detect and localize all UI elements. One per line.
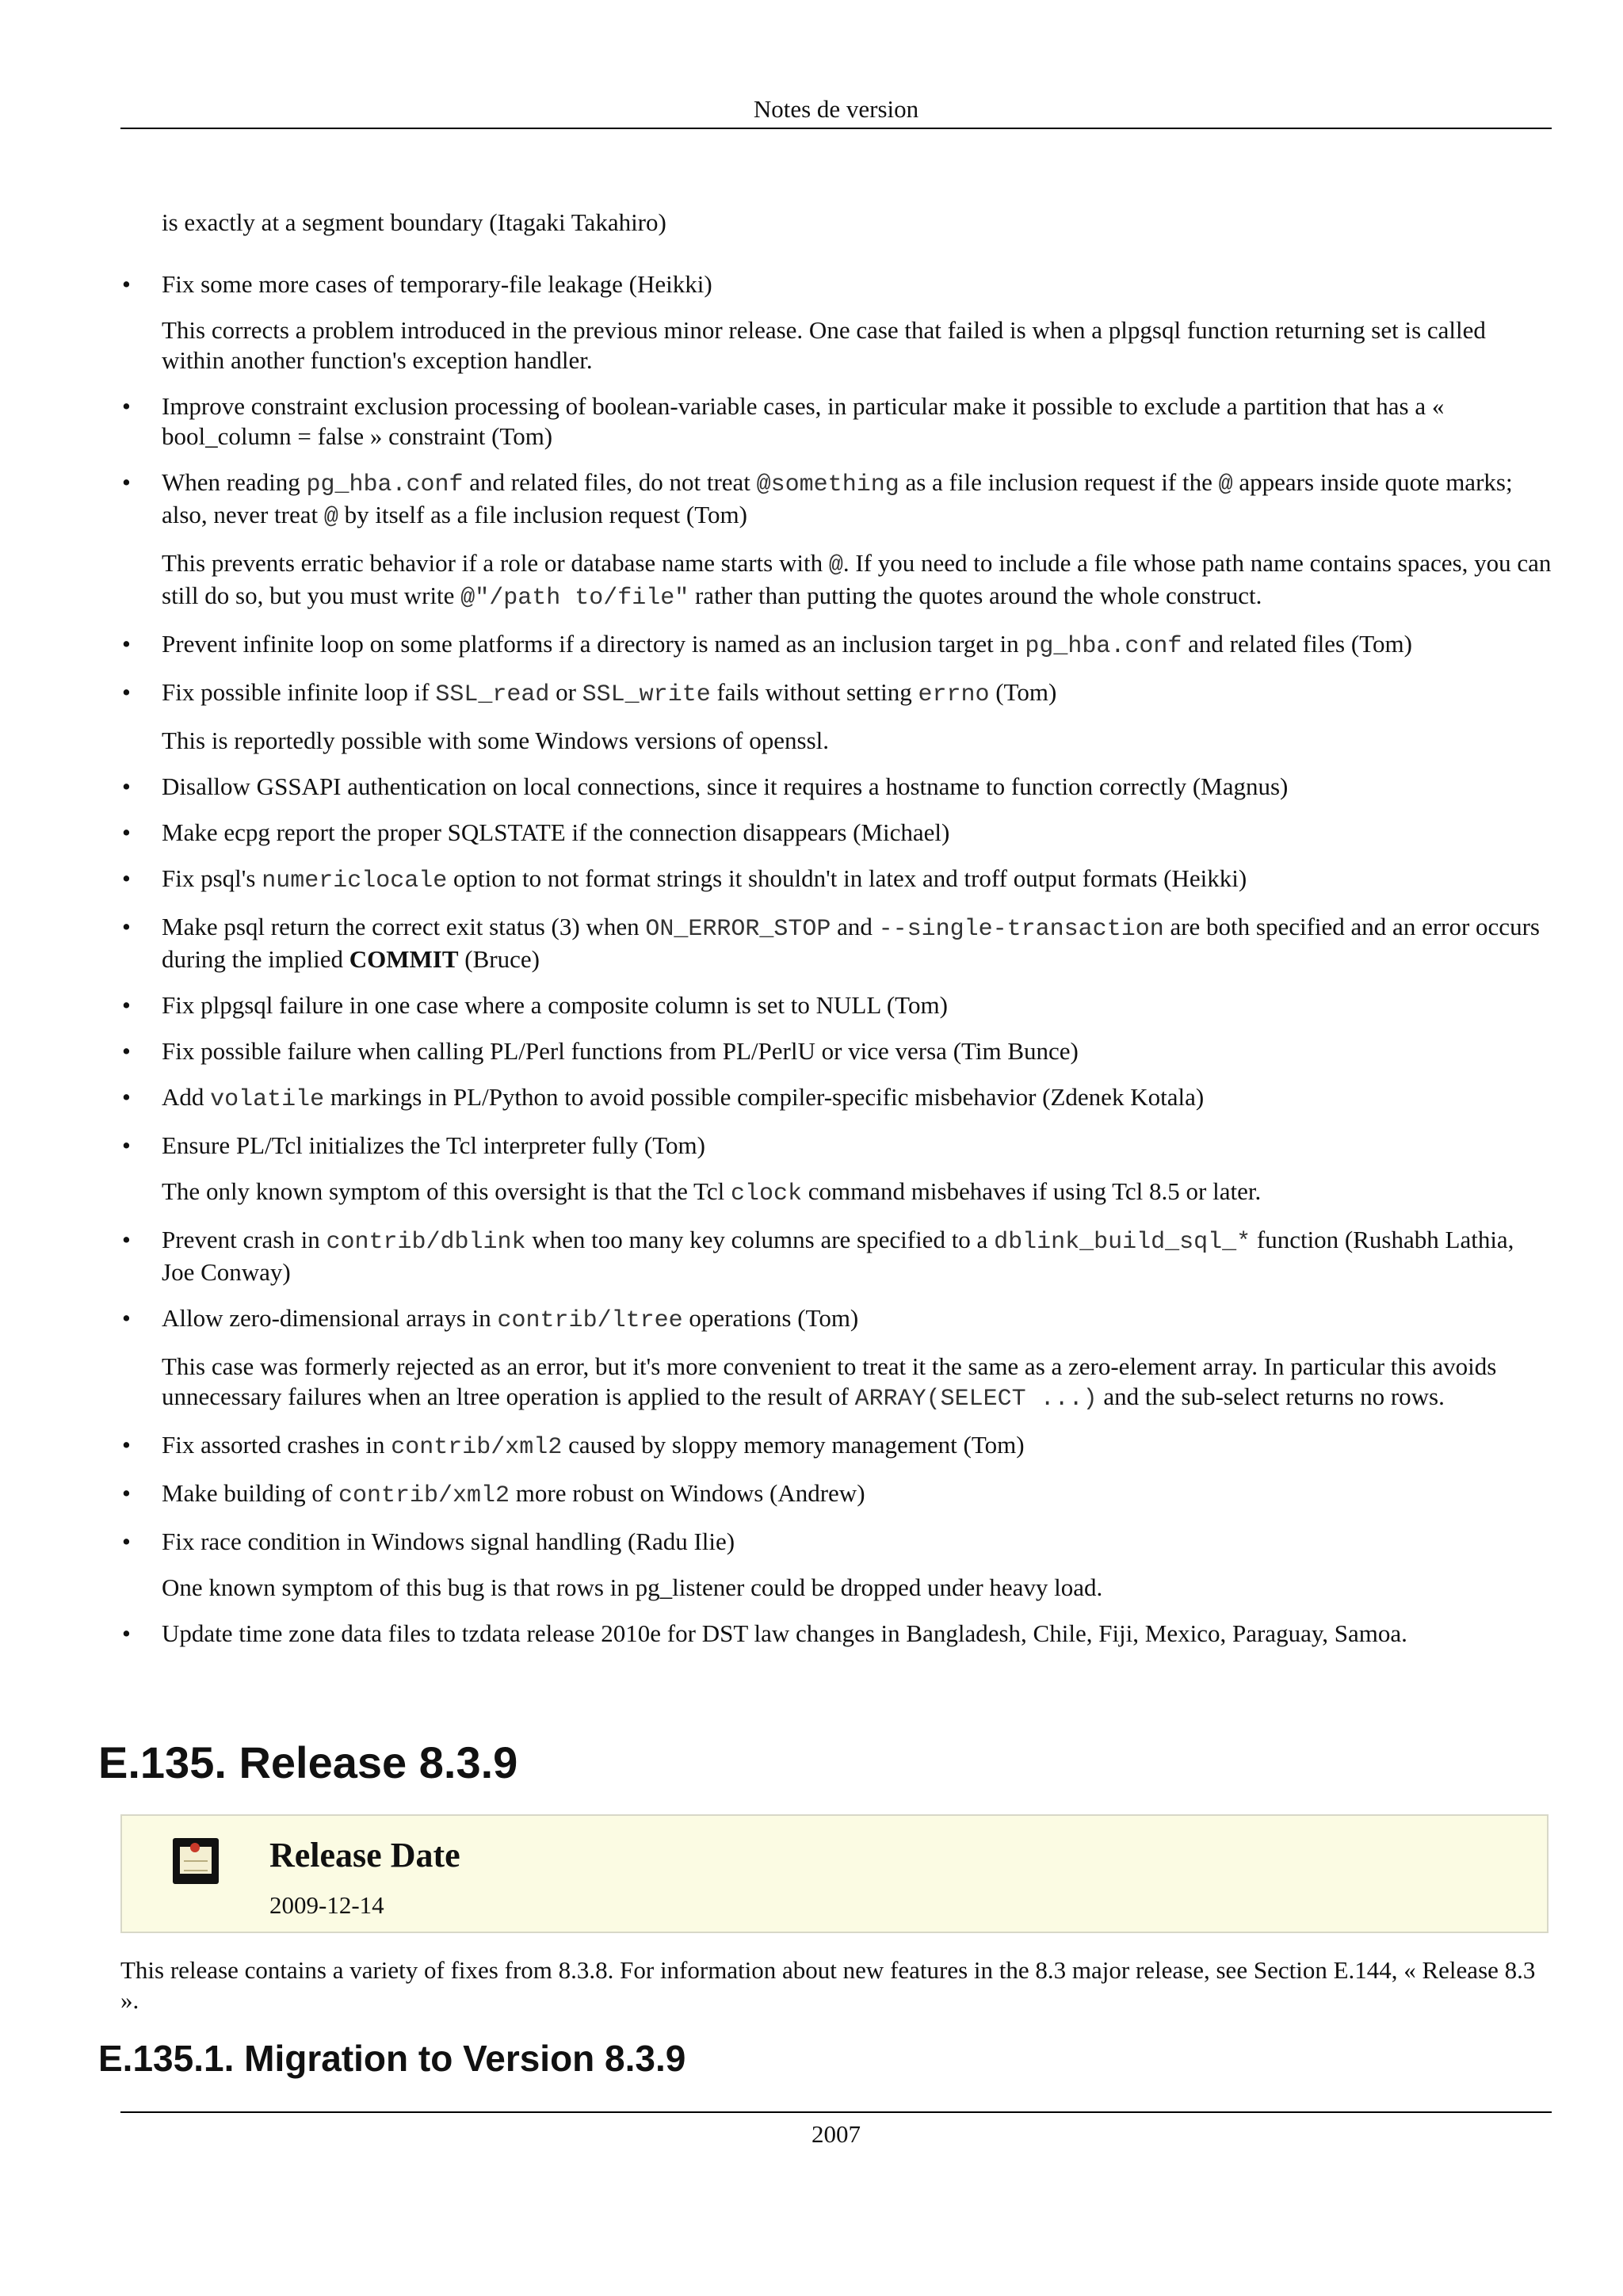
list-item: • Fix psql's numericlocale option to not format strings it shouldn't in latex and troff output formats (Heikki) <box>122 864 1247 894</box>
section-heading: E.135. Release 8.3.9 <box>98 1737 518 1787</box>
page-number: 2007 <box>812 2120 861 2148</box>
list-item: • Disallow GSSAPI authentication on local connections, since it requires a hostname to function correctly (Magnus) <box>122 772 1289 800</box>
release-date: 2009-12-14 <box>269 1891 384 1919</box>
list-item: • Fix race condition in Windows signal handling (Radu Ilie) One known symptom of this bug is that rows in pg_listener could be dropped under heavy load. <box>122 1527 1103 1601</box>
list-item: • Make ecpg report the proper SQLSTATE if the connection disappears (Michael) <box>122 818 950 846</box>
subsection-heading: E.135.1. Migration to Version 8.3.9 <box>98 2038 686 2079</box>
release-notes-list <box>120 208 1552 1649</box>
release-intro: This release contains a variety of fixes from 8.3.8. For information about new features in the 8.3 major release, see Section E.144, « Release 8.3 ». <box>120 1956 1536 2014</box>
list-item: • Fix assorted crashes in contrib/xml2 caused by sloppy memory management (Tom) <box>122 1431 1025 1461</box>
release-date-note <box>120 1814 1549 1933</box>
list-item: • Allow zero-dimensional arrays in contrib/ltree operations (Tom) This case was formerly rejected as an error, but it's more convenient to treat it the same as a zero-element array. In particular this avoids unnecessary failures when an ltree operation is applied to the result of ARRAY(SELECT ...) and the sub-select returns no rows. <box>122 1304 1497 1413</box>
list-item: • Fix some more cases of temporary-file leakage (Heikki) This corrects a problem introduced in the previous minor release. One case that failed is when a plpgsql function returning set is called within another function's exception handler. <box>122 270 1486 374</box>
list-item: • Ensure PL/Tcl initializes the Tcl interpreter fully (Tom) The only known symptom of this oversight is that the Tcl clock command misbehaves if using Tcl 8.5 or later. <box>122 1131 1262 1207</box>
note-title: Release Date <box>269 1836 460 1875</box>
list-item: • Fix possible failure when calling PL/Perl functions from PL/PerlU or vice versa (Tim Bunce) <box>122 1037 1079 1065</box>
footer-rule <box>120 2111 1552 2113</box>
continuation-text: is exactly at a segment boundary (Itagaki Takahiro) <box>162 208 666 236</box>
list-item: • Improve constraint exclusion processing of boolean-variable cases, in particular make it possible to exclude a partition that has a « bool_column = false » constraint (Tom) <box>122 392 1445 450</box>
list-item: • Update time zone data files to tzdata release 2010e for DST law changes in Bangladesh, Chile, Fiji, Mexico, Paraguay, Samoa. <box>122 1619 1407 1647</box>
header-rule <box>120 128 1552 129</box>
list-item: • Prevent infinite loop on some platforms if a directory is named as an inclusion target in pg_hba.conf and related files (Tom) <box>122 630 1412 660</box>
running-header: Notes de version <box>753 95 919 123</box>
list-item: • Fix plpgsql failure in one case where a composite column is set to NULL (Tom) <box>122 991 948 1019</box>
list-item: • Prevent crash in contrib/dblink when too many key columns are specified to a dblink_build_sql_* function (Rushabh Lathia, Joe Conway) <box>122 1226 1514 1286</box>
list-item: • Make psql return the correct exit status (3) when ON_ERROR_STOP and --single-transaction are both specified and an error occurs during the implied COMMIT (Bruce) <box>122 913 1540 973</box>
list-item: • Make building of contrib/xml2 more robust on Windows (Andrew) <box>122 1479 865 1509</box>
list-item: • Fix possible infinite loop if SSL_read or SSL_write fails without setting errno (Tom) This is reportedly possible with some Windows versions of openssl. <box>122 678 1057 754</box>
note-icon <box>173 1838 219 1884</box>
list-item: • When reading pg_hba.conf and related files, do not treat @something as a file inclusion request if the @ appears inside quote marks; also, never treat @ by itself as a file inclusion request (Tom) This prevents erratic behavior if a role or database name starts with @. If you need to include a file whose path name contains spaces, you can still do so, but you must write @"/path to/file" rather than putting the quotes around the whole construct. <box>122 468 1552 612</box>
list-item: • Add volatile markings in PL/Python to avoid possible compiler-specific misbehavior (Zdenek Kotala) <box>122 1083 1205 1113</box>
